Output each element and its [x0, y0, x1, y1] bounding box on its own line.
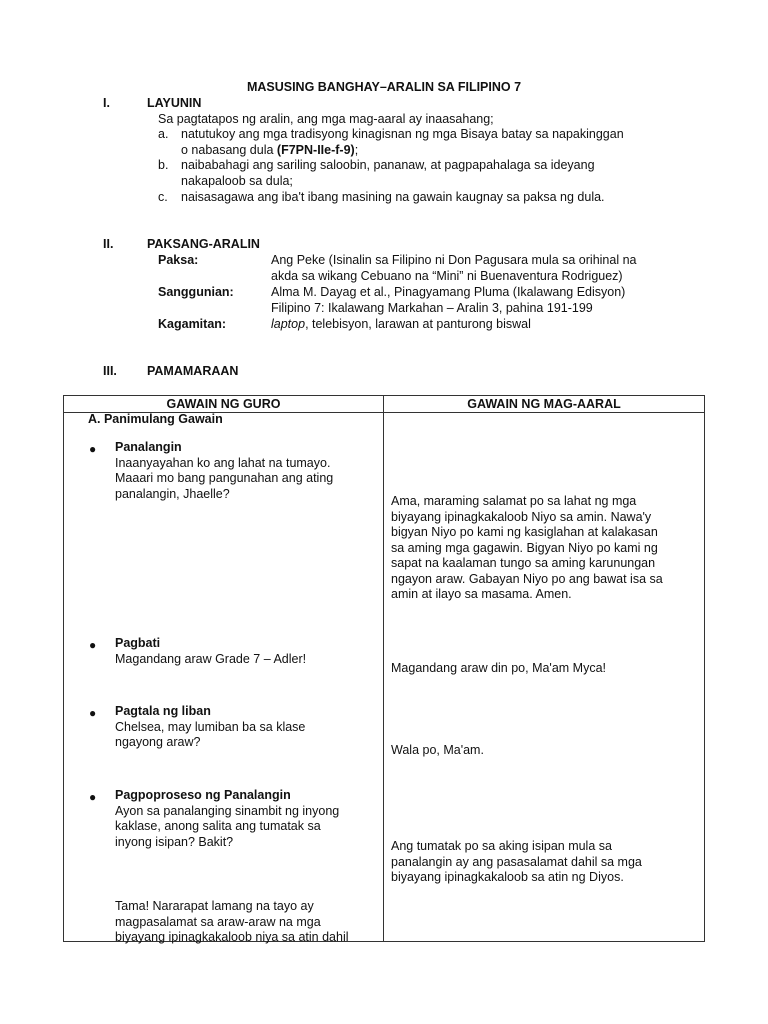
paksa-line2: akda sa wikang Cebuano na “Mini” ni Buenaventura Rodriguez): [271, 268, 623, 283]
magaaral-pagtala: [391, 743, 701, 759]
magaaral-line: amin at ilayo sa masama. Amen.: [391, 587, 572, 601]
section-numeral-paksang-aralin: II.: [103, 237, 114, 251]
magaaral-line: panalangin ay ang pasasalamat dahil sa mga: [391, 854, 642, 869]
section-heading-layunin: LAYUNIN: [147, 96, 202, 110]
magaaral-line: sa aming mga gagawin. Bigyan Niyo po kami ng: [391, 540, 658, 555]
guro-line: panalangin, Jhaelle?: [115, 486, 230, 501]
guro-pagbati: [115, 636, 380, 667]
magaaral-line: biyayang ipinagkakaloob sa atin ng Diyos.: [391, 870, 624, 884]
objective-a-line2-end: ;: [354, 142, 359, 157]
magaaral-line: Ang tumatak po sa aking isipan mula sa: [391, 839, 612, 853]
objective-b: [181, 158, 681, 189]
objective-letter-a: a.: [158, 127, 169, 141]
guro-line: Chelsea, may lumiban ba sa klase: [115, 719, 306, 734]
objective-a: [181, 127, 681, 158]
sanggunian-line1: Alma M. Dayag et al., Pinagyamang Pluma (Ikalawang Edisyon): [271, 285, 626, 299]
guro-line: ngayong araw?: [115, 735, 201, 749]
layunin-intro: Sa pagtatapos ng aralin, ang mga mag-aaral ay inaasahang;: [158, 112, 494, 126]
magaaral-line: Magandang araw din po, Ma'am Myca!: [391, 661, 606, 675]
magaaral-line: biyayang ipinagkakaloob Niyo sa amin. Nawa'y: [391, 509, 652, 524]
competency-code: (F7PN-IIe-f-9): [276, 142, 355, 157]
magaaral-pagpoproseso: [391, 839, 701, 886]
sanggunian-label: Sanggunian:: [158, 285, 234, 299]
objective-b-line1: naibabahagi ang sariling saloobin, pananaw, at pagpapahalaga sa ideyang: [181, 158, 595, 172]
guro-line: biyayang ipinagkakaloob niya sa atin dahil: [115, 930, 349, 944]
guro-line: Maaari mo bang pangunahan ang ating: [115, 471, 334, 485]
guro-line: Ayon sa panalanging sinambit ng inyong: [115, 803, 340, 818]
objective-b-line2: nakapaloob sa dula;: [181, 173, 293, 188]
table-column-divider: [383, 396, 384, 941]
guro-line: Inaanyayahan ko ang lahat na tumayo.: [115, 455, 331, 470]
sanggunian-value: [271, 285, 691, 316]
paksa-label: Paksa:: [158, 253, 199, 267]
guro-line: kaklase, anong salita ang tumatak sa: [115, 819, 321, 833]
sanggunian-line2: Filipino 7: Ikalawang Markahan – Aralin 3, pahina 191-199: [271, 300, 593, 315]
objective-c: naisasagawa ang iba't ibang masining na gawain kaugnay sa paksa ng dula.: [181, 190, 605, 204]
guro-line: inyong isipan? Bakit?: [115, 834, 234, 849]
objective-letter-c: c.: [158, 190, 168, 204]
bullet-icon: ●: [89, 442, 97, 456]
objective-a-line1: natutukoy ang mga tradisyong kinagisnan ng mga Bisaya batay sa napakinggan: [181, 127, 624, 141]
kagamitan-rest: , telebisyon, larawan at panturong biswal: [305, 317, 531, 331]
magaaral-line: ngayon araw. Gabayan Niyo po ang bawat isa sa: [391, 571, 663, 586]
section-numeral-pamamaraan: III.: [103, 364, 117, 378]
guro-pagtala: [115, 704, 380, 751]
guro-followup: [115, 899, 380, 946]
bullet-icon: ●: [89, 706, 97, 720]
guro-line: Tama! Nararapat lamang na tayo ay: [115, 899, 314, 913]
activity-title: Pagtala ng liban: [115, 704, 211, 718]
magaaral-line: bigyan Niyo po kami ng kasiglahan at kalakasan: [391, 525, 658, 539]
objective-a-line2-text: o nabasang dula: [181, 142, 277, 157]
guro-pagpoproseso: [115, 788, 380, 850]
activity-title: Pagbati: [115, 636, 161, 650]
guro-line: magpasalamat sa araw-araw na mga: [115, 914, 321, 929]
paksa-line1: Ang Peke (Isinalin sa Filipino ni Don Pagusara mula sa orihinal na: [271, 253, 637, 267]
bullet-icon: ●: [89, 790, 97, 804]
kagamitan-laptop: laptop: [271, 317, 306, 331]
magaaral-line: Wala po, Ma'am.: [391, 743, 484, 757]
objective-letter-b: b.: [158, 158, 169, 172]
section-heading-pamamaraan: PAMAMARAAN: [147, 364, 239, 378]
magaaral-panalangin: [391, 494, 701, 603]
kagamitan-value: [271, 317, 691, 333]
section-numeral-layunin: I.: [103, 96, 110, 110]
activity-title: Panalangin: [115, 440, 182, 454]
activities-table: [63, 395, 705, 942]
section-a-heading: A. Panimulang Gawain: [88, 412, 223, 426]
section-heading-paksang-aralin: PAKSANG-ARALIN: [147, 237, 260, 251]
guro-line: Magandang araw Grade 7 – Adler!: [115, 651, 307, 666]
document-title: MASUSING BANGHAY–ARALIN SA FILIPINO 7: [246, 80, 522, 94]
magaaral-line: sapat na kaalaman tungo sa aming karunungan: [391, 556, 656, 570]
table-header-magaaral: GAWAIN NG MAG-AARAL: [467, 397, 621, 411]
bullet-icon: ●: [89, 638, 97, 652]
activity-title: Pagpoproseso ng Panalangin: [115, 788, 291, 802]
paksa-value: [271, 253, 691, 284]
magaaral-line: Ama, maraming salamat po sa lahat ng mga: [391, 494, 637, 508]
table-header-guro: GAWAIN NG GURO: [166, 397, 281, 411]
guro-panalangin: [115, 440, 380, 502]
kagamitan-label: Kagamitan:: [158, 317, 227, 331]
objective-a-line2: [181, 143, 681, 159]
magaaral-pagbati: [391, 661, 701, 677]
